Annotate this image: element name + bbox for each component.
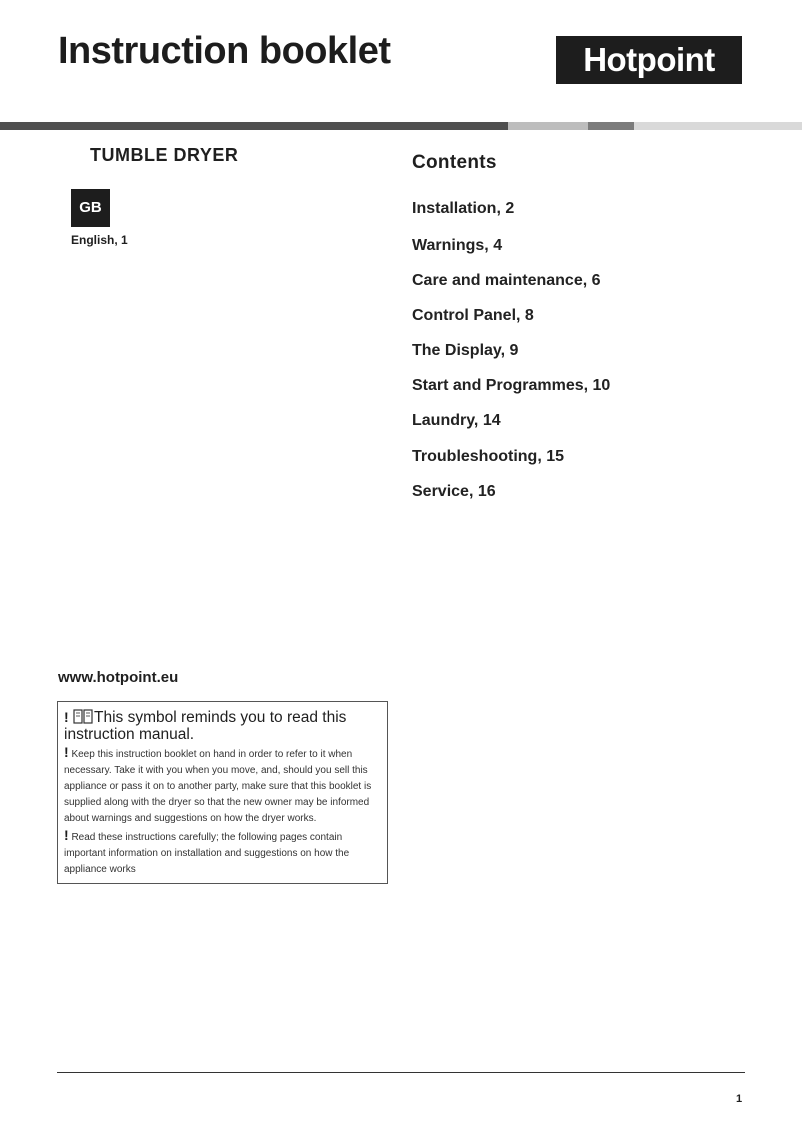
- contents-heading: Contents: [412, 152, 497, 173]
- language-link-english[interactable]: English, 1: [71, 233, 128, 247]
- stripe-segment-mid: [508, 122, 588, 130]
- toc-item-the-display[interactable]: The Display, 9: [412, 342, 519, 359]
- toc-item-service[interactable]: Service, 16: [412, 483, 496, 500]
- notice-paragraph-keep: [64, 744, 381, 827]
- website-link[interactable]: www.hotpoint.eu: [58, 669, 179, 686]
- toc-item-care-and-maintenance[interactable]: Care and maintenance, 6: [412, 272, 601, 289]
- book-icon: [73, 709, 93, 724]
- notice-paragraph-read-text: Read these instructions carefully; the following pages contain important information on installation and suggestions on how the appliance works: [64, 832, 350, 875]
- exclamation-mark: !: [64, 709, 69, 725]
- notice-box: [57, 701, 388, 884]
- hotpoint-logo: Hotpoint: [556, 36, 742, 84]
- toc-item-laundry[interactable]: Laundry, 14: [412, 412, 501, 429]
- document-title: Instruction booklet: [58, 30, 391, 72]
- notice-lead: [64, 709, 381, 743]
- page-number: 1: [736, 1093, 743, 1105]
- notice-paragraph-keep-text: Keep this instruction booklet on hand in order to refer to it when necessary. Take it with you when you move, and, should you sell this appliance or pass it on to another party, make sure that this booklet is supplied along with the dryer so that the new owner may be informed about warnings and suggestions on how the dryer works.: [64, 749, 372, 824]
- toc-item-troubleshooting[interactable]: Troubleshooting, 15: [412, 448, 565, 465]
- stripe-segment-light: [634, 122, 802, 130]
- toc-item-start-and-programmes[interactable]: Start and Programmes, 10: [412, 377, 611, 394]
- header-stripe: [0, 122, 802, 130]
- footer-divider: [57, 1072, 745, 1073]
- exclamation-mark: !: [64, 827, 69, 843]
- notice-paragraph-read: [64, 827, 381, 878]
- product-title: TUMBLE DRYER: [90, 145, 239, 165]
- stripe-segment-dark: [0, 122, 508, 130]
- language-badge: GB: [71, 189, 110, 227]
- stripe-segment-accent: [588, 122, 634, 130]
- exclamation-mark: !: [64, 744, 69, 760]
- toc-item-control-panel[interactable]: Control Panel, 8: [412, 307, 534, 324]
- toc-item-installation[interactable]: Installation, 2: [412, 200, 515, 217]
- toc-item-warnings[interactable]: Warnings, 4: [412, 237, 503, 254]
- notice-lead-text: This symbol reminds you to read this instruction manual.: [64, 709, 347, 743]
